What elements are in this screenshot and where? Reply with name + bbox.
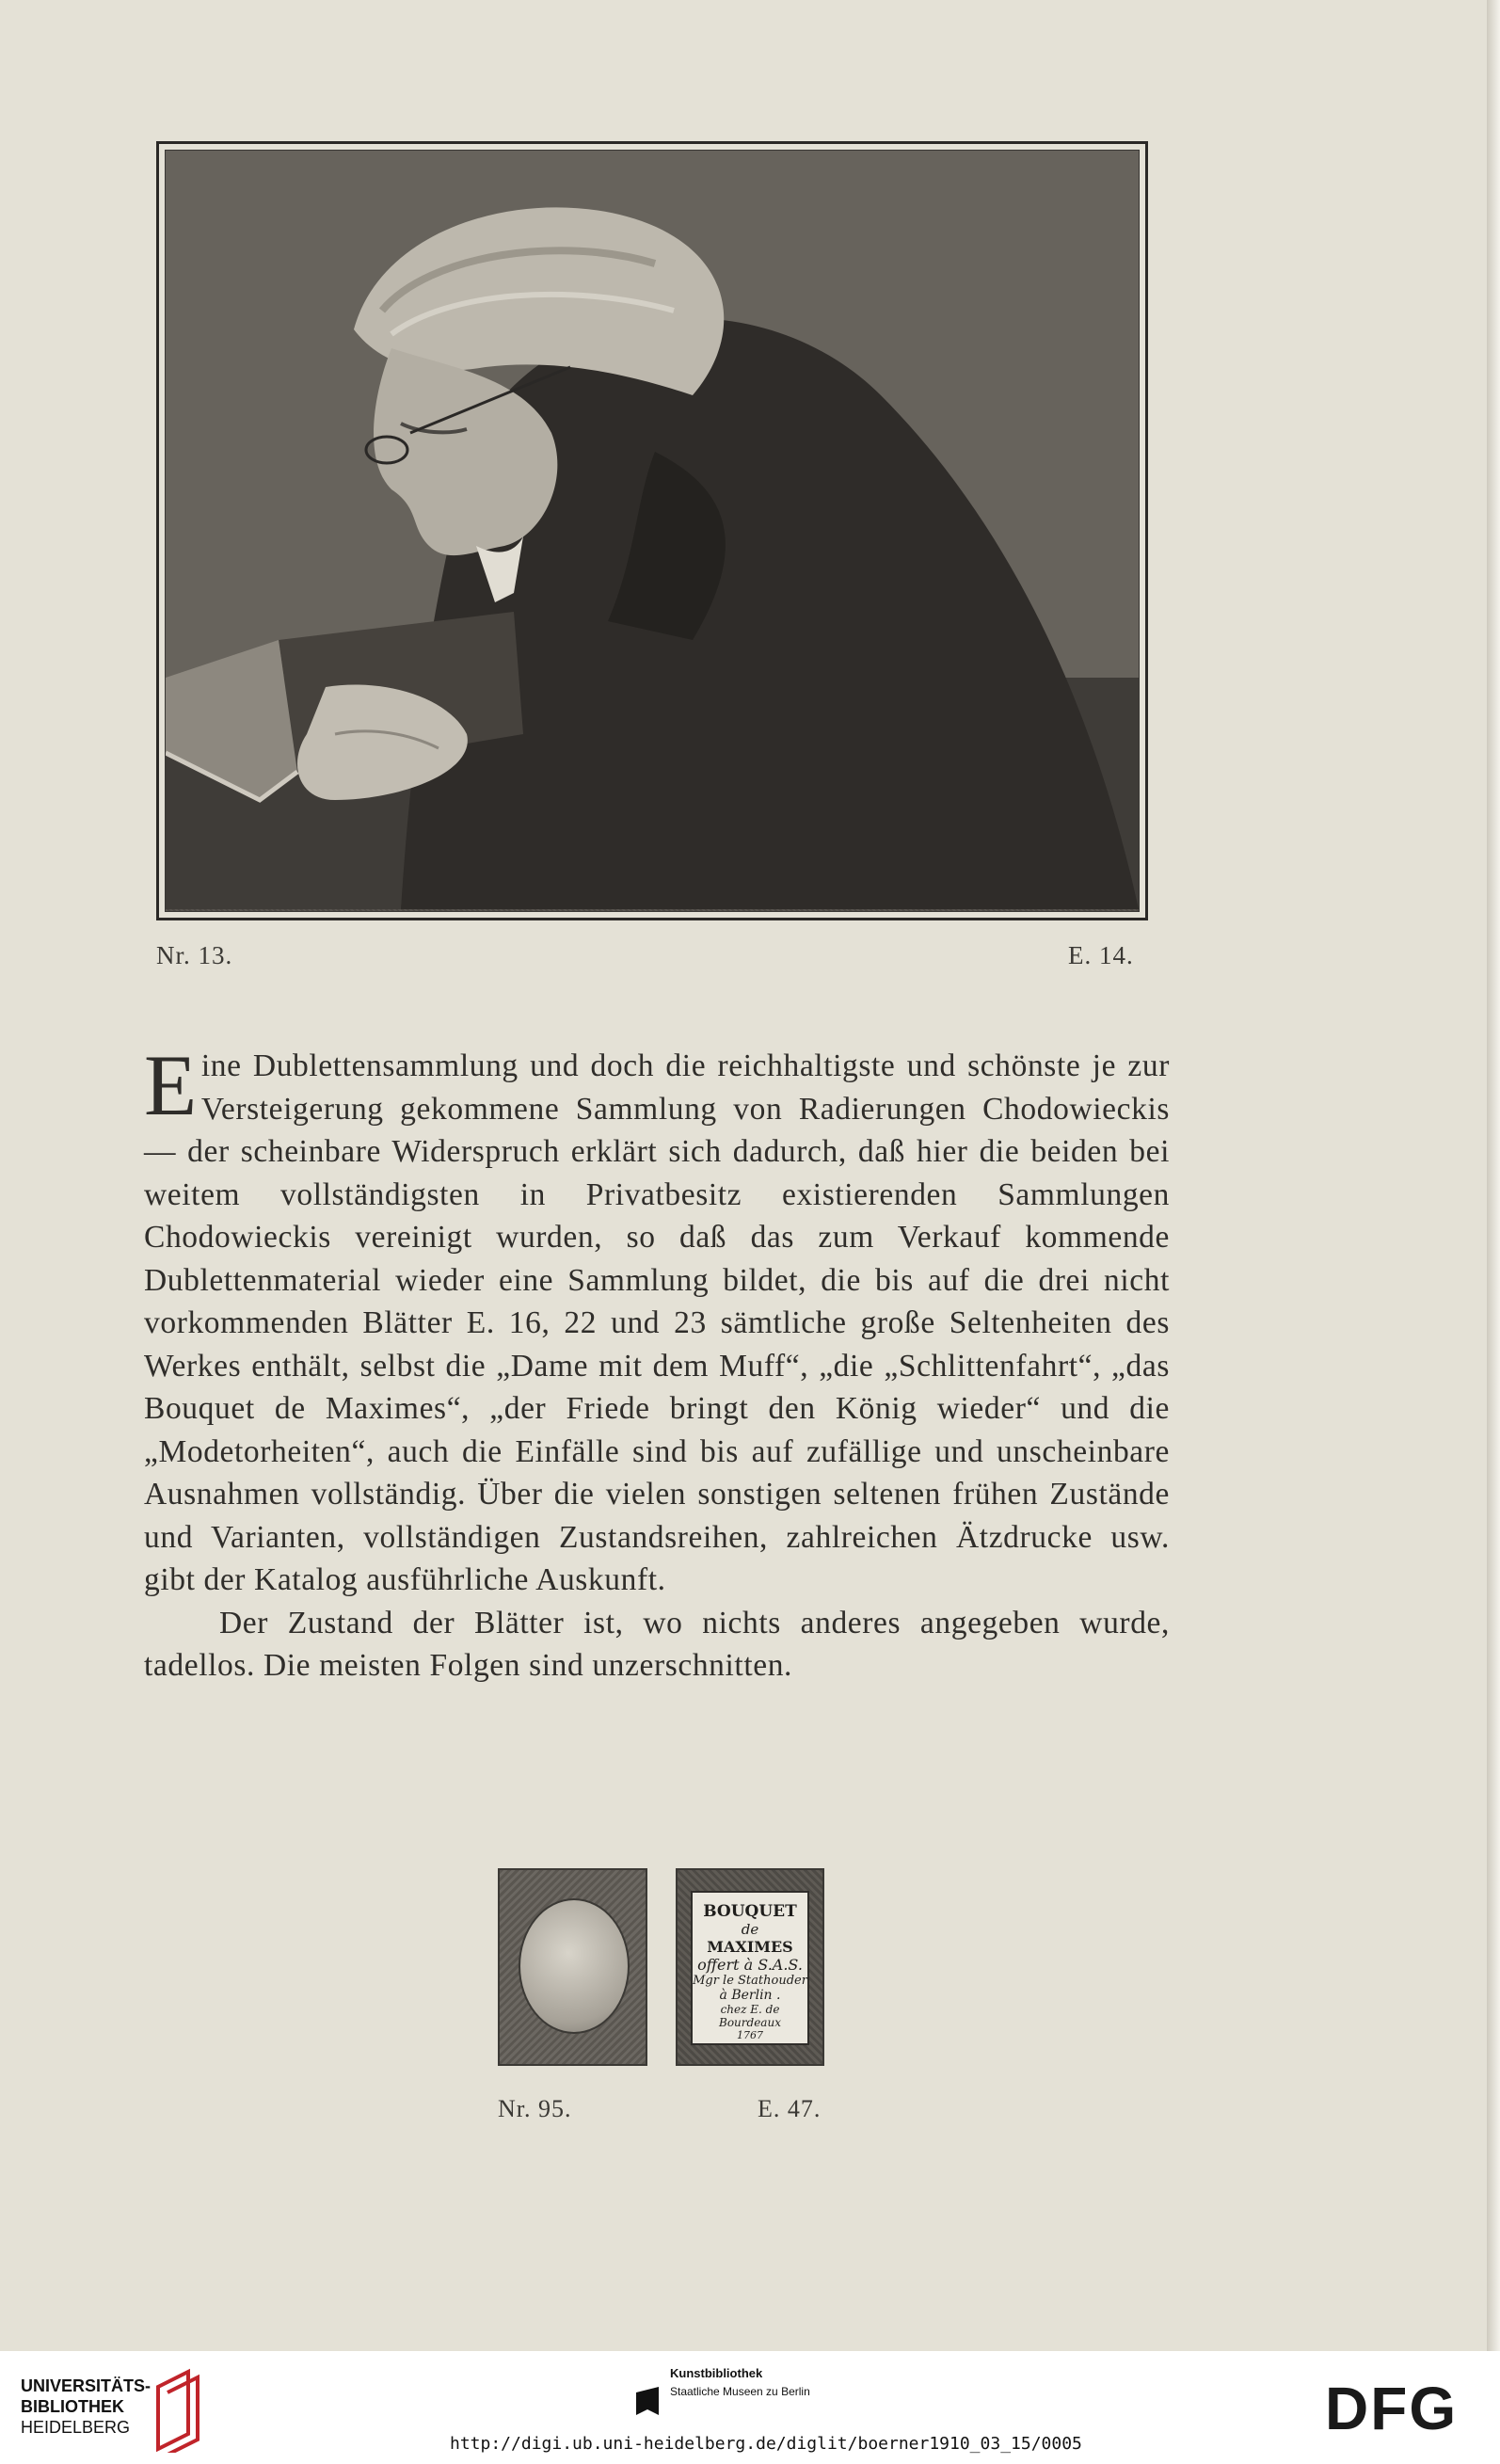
title-line: 1767: [737, 2029, 763, 2041]
paragraph-1: [144, 1037, 1170, 1602]
plate-caption-number: Nr. 13.: [156, 941, 233, 969]
introduction-text: [144, 1037, 1170, 1688]
portrait-plate: [156, 141, 1148, 920]
title-line: Mgr le Stathouder: [693, 1974, 807, 1988]
drop-cap: E: [144, 1037, 198, 1133]
library-name-line: HEIDELBERG: [21, 2418, 131, 2437]
title-line: à Berlin .: [719, 1988, 781, 2003]
library-name-line: UNIVERSITÄTS-: [21, 2376, 152, 2395]
paragraph-2: Der Zustand der Blätter ist, wo nichts anderes angegeben wurde, tadellos. Die meisten Folgen sind unzerschnitten.: [144, 1605, 1170, 1683]
digitization-footer: [0, 2351, 1500, 2464]
portrait-drawing: [166, 151, 1139, 909]
kunstbibliothek-icon: [636, 2387, 659, 2415]
library-name-line: BIBLIOTHEK: [21, 2397, 124, 2416]
title-line: chez E. de Bourdeaux: [719, 2003, 781, 2029]
paragraph-1-text: ine Dublettensammlung und doch die reichhaltigste und schönste je zur Versteigerung gekommene Sammlung von Radierungen Chodowieckis — der scheinbare Widerspruch erklärt sich dadurch, daß hier die beiden bei weitem vollständigsten in Privatbesitz existierenden Sammlungen Chodowieckis vereinigt wurden, so daß das zum Verkauf kommende Dublettenmaterial wieder eine Sammlung bildet, die bis auf die drei nicht vorkommenden Blätter E. 16, 22 und 23 sämtliche große Seltenheiten des Werkes enthält, selbst die „Dame mit dem Muff“, „die „Schlittenfahrt“, „das Bouquet de Maximes“, „der Friede bringt den König wieder“ und die „Modetorheiten“, auch die Einfälle sind bis auf zufällige und unscheinbare Ausnahmen vollständig. Über die vielen sonstigen seltenen frühen Zustände und Varianten, vollständigen Zustandsreihen, zahlreichen Ätzdrucke usw. gibt der Katalog ausführliche Auskunft.: [144, 1048, 1170, 1597]
dfg-logo[interactable]: DFG: [1325, 2375, 1459, 2442]
library-emblem-icon: [151, 2368, 207, 2453]
small-plate-caption-reference: E. 47.: [758, 2095, 822, 2122]
title-line: MAXIMES: [707, 1938, 793, 1956]
small-plate-caption-number: Nr. 95.: [498, 2095, 572, 2122]
plate-caption-reference: E. 14.: [1068, 941, 1134, 969]
title-plate: [676, 1868, 824, 2066]
bouquet-title-card: [691, 1891, 809, 2045]
medallion-plate: [498, 1868, 647, 2066]
page-edge: [1487, 0, 1500, 2351]
museum-name: Staatliche Museen zu Berlin: [670, 2385, 810, 2398]
title-line: de: [741, 1921, 759, 1938]
medallion-portrait: [519, 1898, 630, 2034]
title-line: BOUQUET: [703, 1902, 797, 1921]
permalink-url[interactable]: http://digi.ub.uni-heidelberg.de/diglit/boerner1910_03_15/0005: [450, 2434, 1082, 2454]
portrait-image: [165, 150, 1140, 912]
kunstbibliothek-name: Kunstbibliothek: [670, 2366, 763, 2380]
title-line: offert à S.A.S.: [697, 1956, 803, 1974]
